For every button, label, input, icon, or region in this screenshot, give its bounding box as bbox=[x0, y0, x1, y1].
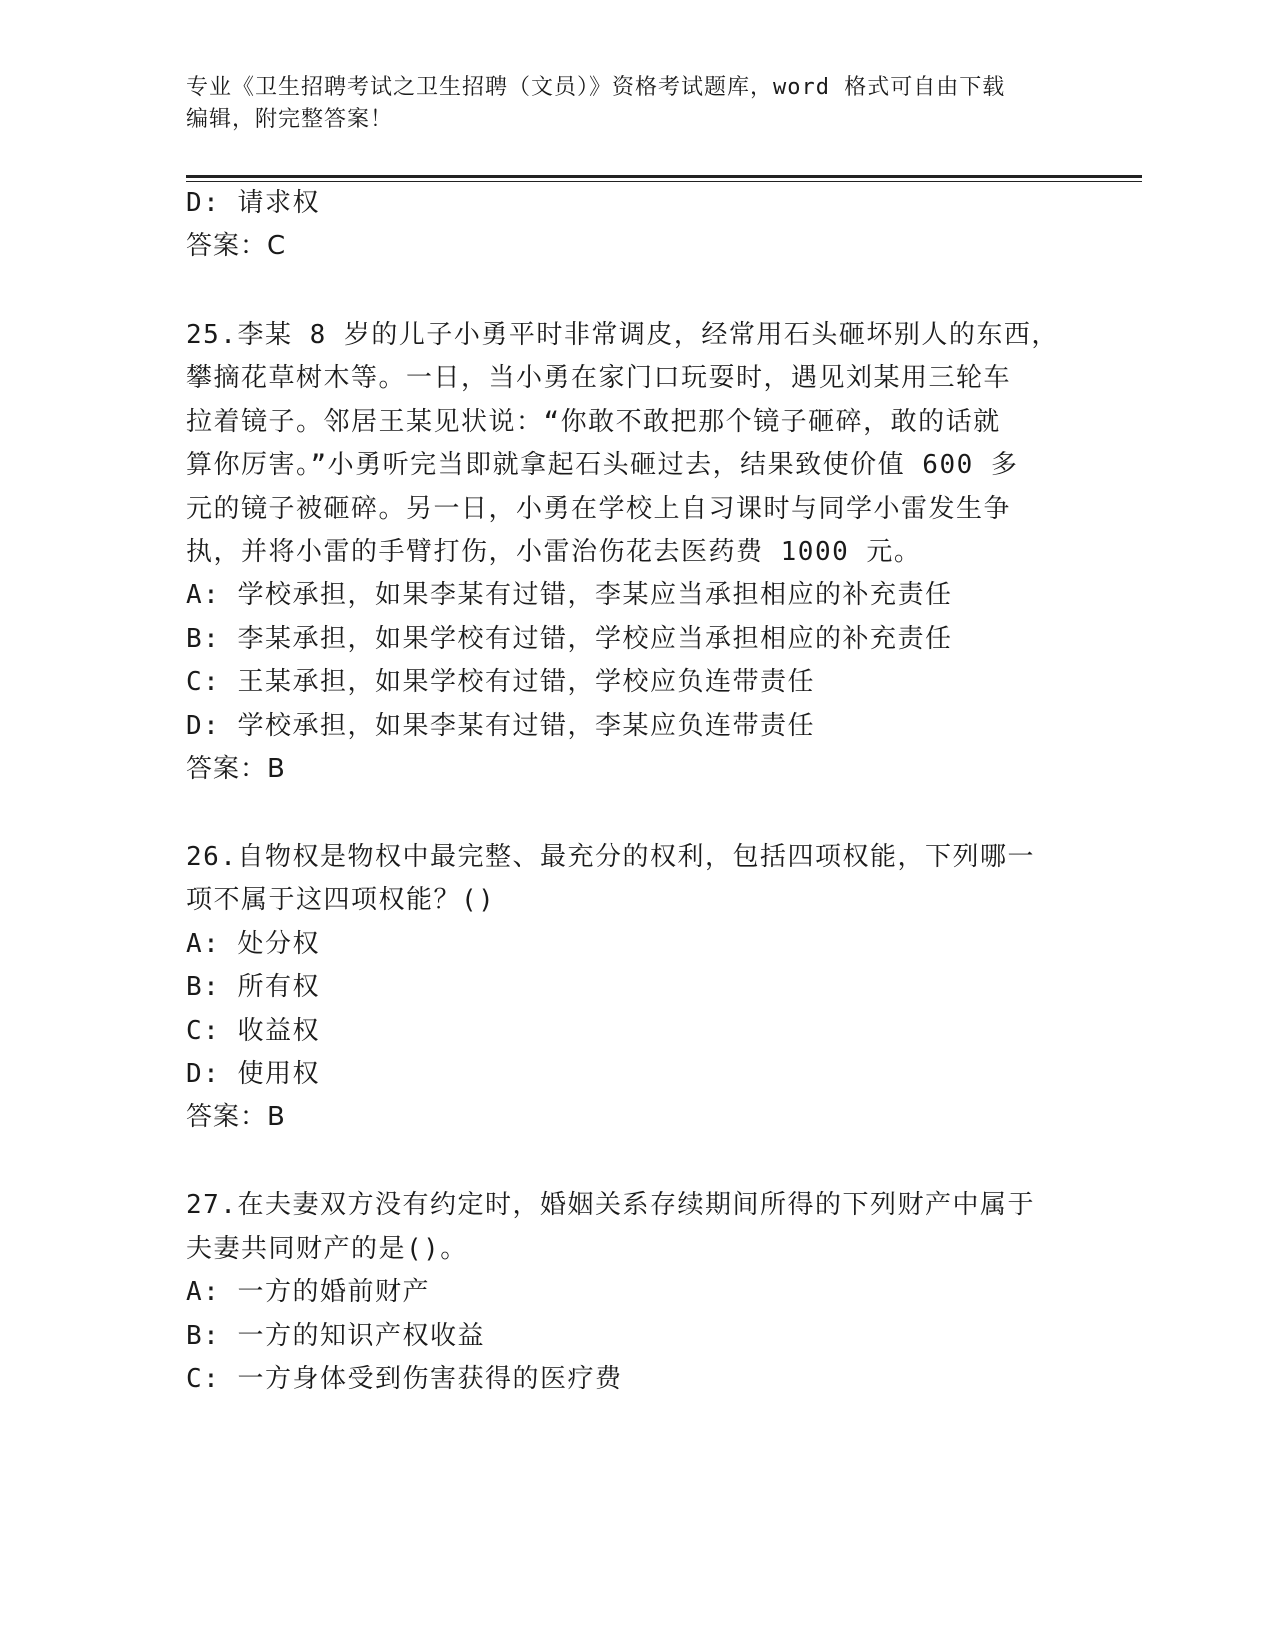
q25-option-c: C: 王某承担，如果学校有过错，学校应负连带责任 bbox=[186, 667, 815, 697]
q27-text-line: 夫妻共同财产的是()。 bbox=[186, 1234, 468, 1264]
q25-option-a: A: 学校承担，如果李某有过错，李某应当承担相应的补充责任 bbox=[186, 580, 953, 610]
q25-text-line: 拉着镜子。邻居王某见状说：“你敢不敢把那个镜子砸碎，敢的话就 bbox=[186, 407, 1001, 437]
q25-answer: 答案：B bbox=[186, 754, 286, 784]
q26-text-line: 项不属于这四项权能？() bbox=[186, 885, 496, 915]
q26-answer: 答案：B bbox=[186, 1102, 286, 1132]
q27-option-c: C: 一方身体受到伤害获得的医疗费 bbox=[186, 1364, 623, 1394]
q26-option-d: D: 使用权 bbox=[186, 1059, 320, 1089]
header-divider-thick bbox=[186, 175, 1142, 178]
header-line-2: 编辑，附完整答案！ bbox=[186, 107, 394, 132]
document-header bbox=[186, 72, 1086, 136]
q26-option-a: A: 处分权 bbox=[186, 929, 320, 959]
q26-text-line: 26.自物权是物权中最完整、最充分的权利，包括四项权能，下列哪一 bbox=[186, 842, 1035, 872]
q25-text-line: 攀摘花草树木等。一日，当小勇在家门口玩耍时，遇见刘某用三轮车 bbox=[186, 363, 1012, 393]
q25-text-line: 执，并将小雷的手臂打伤，小雷治伤花去医药费 1000 元。 bbox=[186, 537, 922, 567]
q26-option-c: C: 收益权 bbox=[186, 1016, 320, 1046]
q27-option-a: A: 一方的婚前财产 bbox=[186, 1277, 430, 1307]
q25-option-d: D: 学校承担，如果李某有过错，李某应负连带责任 bbox=[186, 711, 815, 741]
q26-option-b: B: 所有权 bbox=[186, 972, 320, 1002]
prev-answer: 答案：C bbox=[186, 231, 287, 261]
q27-option-b: B: 一方的知识产权收益 bbox=[186, 1321, 485, 1351]
q25-option-b: B: 李某承担，如果学校有过错，学校应当承担相应的补充责任 bbox=[186, 624, 953, 654]
q25-text-line: 25.李某 8 岁的儿子小勇平时非常调皮，经常用石头砸坏别人的东西， bbox=[186, 320, 1059, 350]
prev-option-d: D: 请求权 bbox=[186, 188, 320, 218]
header-line-1: 专业《卫生招聘考试之卫生招聘（文员）》资格考试题库，word 格式可自由下载 bbox=[186, 75, 1006, 100]
q25-text-line: 元的镜子被砸碎。另一日，小勇在学校上自习课时与同学小雷发生争 bbox=[186, 494, 1012, 524]
q25-text-line: 算你厉害。”小勇听完当即就拿起石头砸过去，结果致使价值 600 多 bbox=[186, 450, 1019, 480]
q27-text-line: 27.在夫妻双方没有约定时，婚姻关系存续期间所得的下列财产中属于 bbox=[186, 1190, 1035, 1220]
header-divider-thin bbox=[186, 181, 1142, 182]
